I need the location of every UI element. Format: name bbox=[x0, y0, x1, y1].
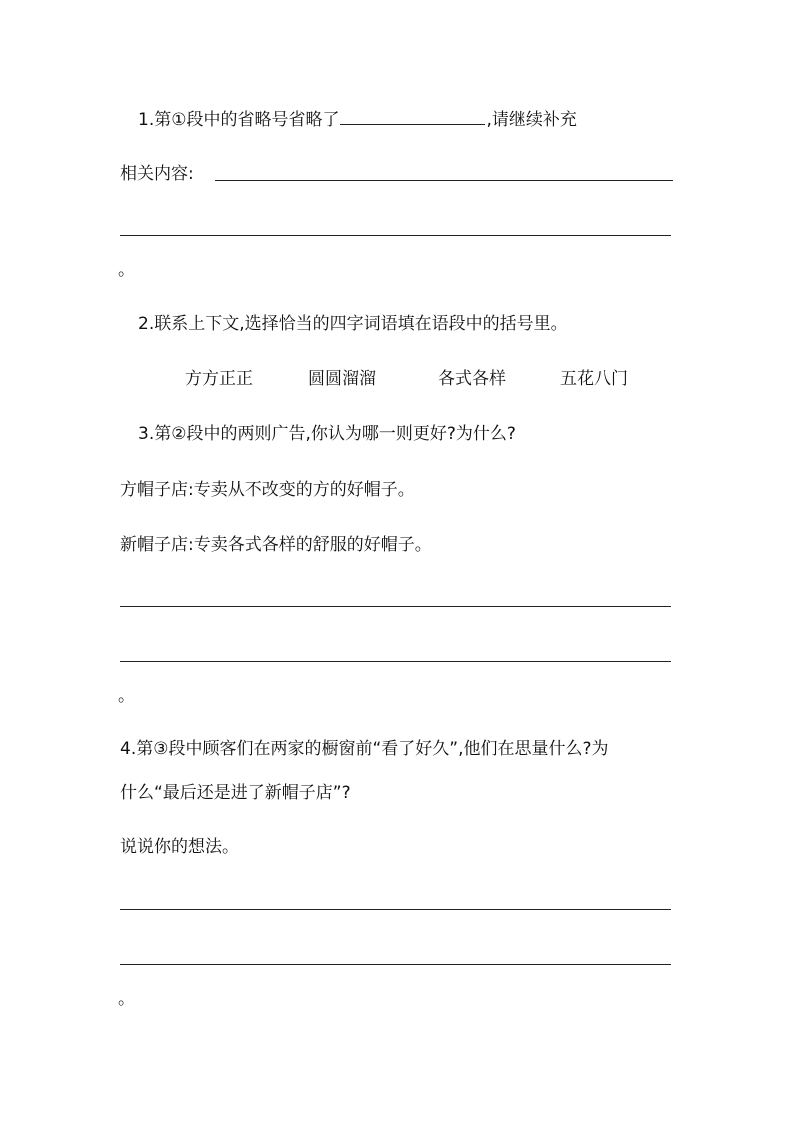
q1-end-mark: 。 bbox=[118, 260, 135, 280]
q1-blank[interactable] bbox=[340, 106, 485, 125]
q4-end-mark: 。 bbox=[118, 989, 135, 1009]
q3-ad-2: 新帽子店:专卖各式各样的舒服的好帽子。 bbox=[120, 535, 432, 555]
q1-line2-label: 相关内容: bbox=[120, 164, 194, 184]
q2-option-1: 方方正正 bbox=[185, 369, 253, 389]
q4-answer-line-2[interactable] bbox=[120, 964, 671, 965]
q4-line-3: 说说你的想法。 bbox=[120, 837, 239, 857]
q1-line1 bbox=[138, 106, 577, 132]
q4-line-1: 4.第③段中顾客们在两家的橱窗前“看了好久”,他们在思量什么?为 bbox=[120, 739, 609, 759]
q4-line-2: 什么“最后还是进了新帽子店”? bbox=[120, 783, 351, 803]
q1-suffix: ,请继续补充 bbox=[486, 110, 577, 130]
q1-answer-line-2[interactable] bbox=[120, 235, 671, 236]
q1-answer-line-1[interactable] bbox=[215, 180, 673, 181]
q3-answer-line-1[interactable] bbox=[120, 606, 671, 607]
q3-text: 3.第②段中的两则广告,你认为哪一则更好?为什么? bbox=[138, 424, 516, 444]
q3-ad-1: 方帽子店:专卖从不改变的方的好帽子。 bbox=[120, 480, 415, 500]
q2-option-4: 五花八门 bbox=[560, 369, 628, 389]
q2-option-3: 各式各样 bbox=[438, 369, 506, 389]
q3-answer-line-2[interactable] bbox=[120, 661, 671, 662]
q3-end-mark: 。 bbox=[118, 686, 135, 706]
q4-answer-line-1[interactable] bbox=[120, 909, 671, 910]
q1-prefix: 1.第①段中的省略号省略了 bbox=[138, 110, 340, 130]
q2-text: 2.联系上下文,选择恰当的四字词语填在语段中的括号里。 bbox=[138, 314, 568, 334]
q2-option-2: 圆圆溜溜 bbox=[308, 369, 376, 389]
